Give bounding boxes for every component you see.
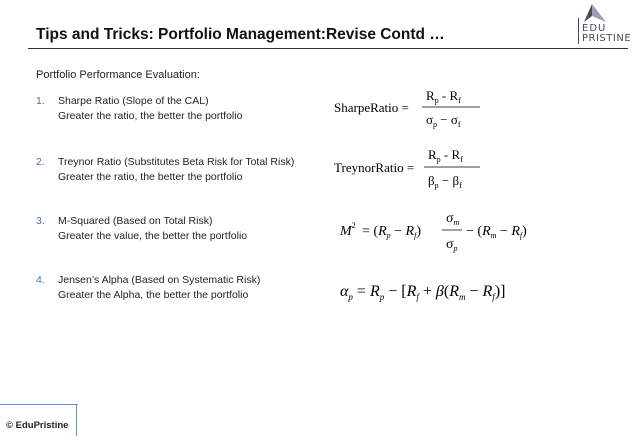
item-number: 1. xyxy=(36,95,45,107)
m-squared-term2: − $(R_m - R_f)$ xyxy=(466,224,527,240)
footer-divider xyxy=(76,404,77,436)
item-number: 2. xyxy=(36,156,45,168)
formula-label: SharpeRatio xyxy=(334,100,399,115)
svg-text:SharpeRatio =: SharpeRatio = xyxy=(334,100,409,115)
formula-denominator: $\sigma_p - \sigma_f$ xyxy=(426,112,461,129)
footer-rule xyxy=(0,404,78,405)
item-heading: M-Squared (Based on Total Risk) xyxy=(58,215,213,227)
item-note: Greater the Alpha, the better the portfolio xyxy=(58,289,249,301)
jensens-alpha-expression: $\alpha_p = R_p - [R_f + \beta(R_m - R_f)]$ xyxy=(340,283,506,302)
formula-numerator: $R_p - R_f$ xyxy=(426,88,461,105)
logo-edu-text: EDU xyxy=(582,23,607,34)
svg-text:TreynorRatio =: TreynorRatio = xyxy=(334,160,415,175)
formula-denominator: $\sigma_p$ xyxy=(446,237,458,253)
item-number: 4. xyxy=(36,274,45,286)
item-note: Greater the ratio, the better the portfolio xyxy=(58,110,243,122)
item-text xyxy=(58,273,260,303)
item-note: Greater the ratio, the better the portfolio xyxy=(58,171,243,183)
sharpe-ratio-formula xyxy=(330,84,510,132)
edupristine-logo xyxy=(556,2,636,46)
item-note: Greater the value, the better the portfolio xyxy=(58,230,248,242)
slide-title: Tips and Tricks: Portfolio Management:Revise Contd … xyxy=(36,26,445,43)
logo-divider xyxy=(578,18,579,44)
formula-denominator: $\beta_p - \beta_f$ xyxy=(428,173,462,190)
item-text xyxy=(58,94,242,124)
item-number: 3. xyxy=(36,215,45,227)
jensens-alpha-formula xyxy=(336,272,576,306)
formula-label: TreynorRatio xyxy=(334,160,404,175)
item-heading: Jensen’s Alpha (Based on Systematic Risk) xyxy=(58,274,261,286)
item-heading: Treynor Ratio (Substitutes Beta Risk for Total Risk) xyxy=(58,156,295,168)
logo-mark-icon xyxy=(578,2,608,24)
m-squared-term1: = $(R_p - R_f)$ xyxy=(362,224,421,240)
item-text xyxy=(58,214,247,244)
formula-numerator: $R_p - R_f$ xyxy=(428,147,463,164)
section-intro: Portfolio Performance Evaluation: xyxy=(36,69,200,81)
treynor-ratio-formula xyxy=(330,143,510,193)
m-squared-formula xyxy=(336,206,566,256)
logo-pristine-text: PRISTINE xyxy=(582,33,632,44)
footer-copyright: © EduPristine xyxy=(6,420,69,431)
formula-numerator: $\sigma_m$ xyxy=(446,211,460,227)
m-squared-lhs: $M^2$ xyxy=(340,221,356,239)
item-heading: Sharpe Ratio (Slope of the CAL) xyxy=(58,95,209,107)
title-underline xyxy=(28,48,628,49)
item-text xyxy=(58,155,294,185)
